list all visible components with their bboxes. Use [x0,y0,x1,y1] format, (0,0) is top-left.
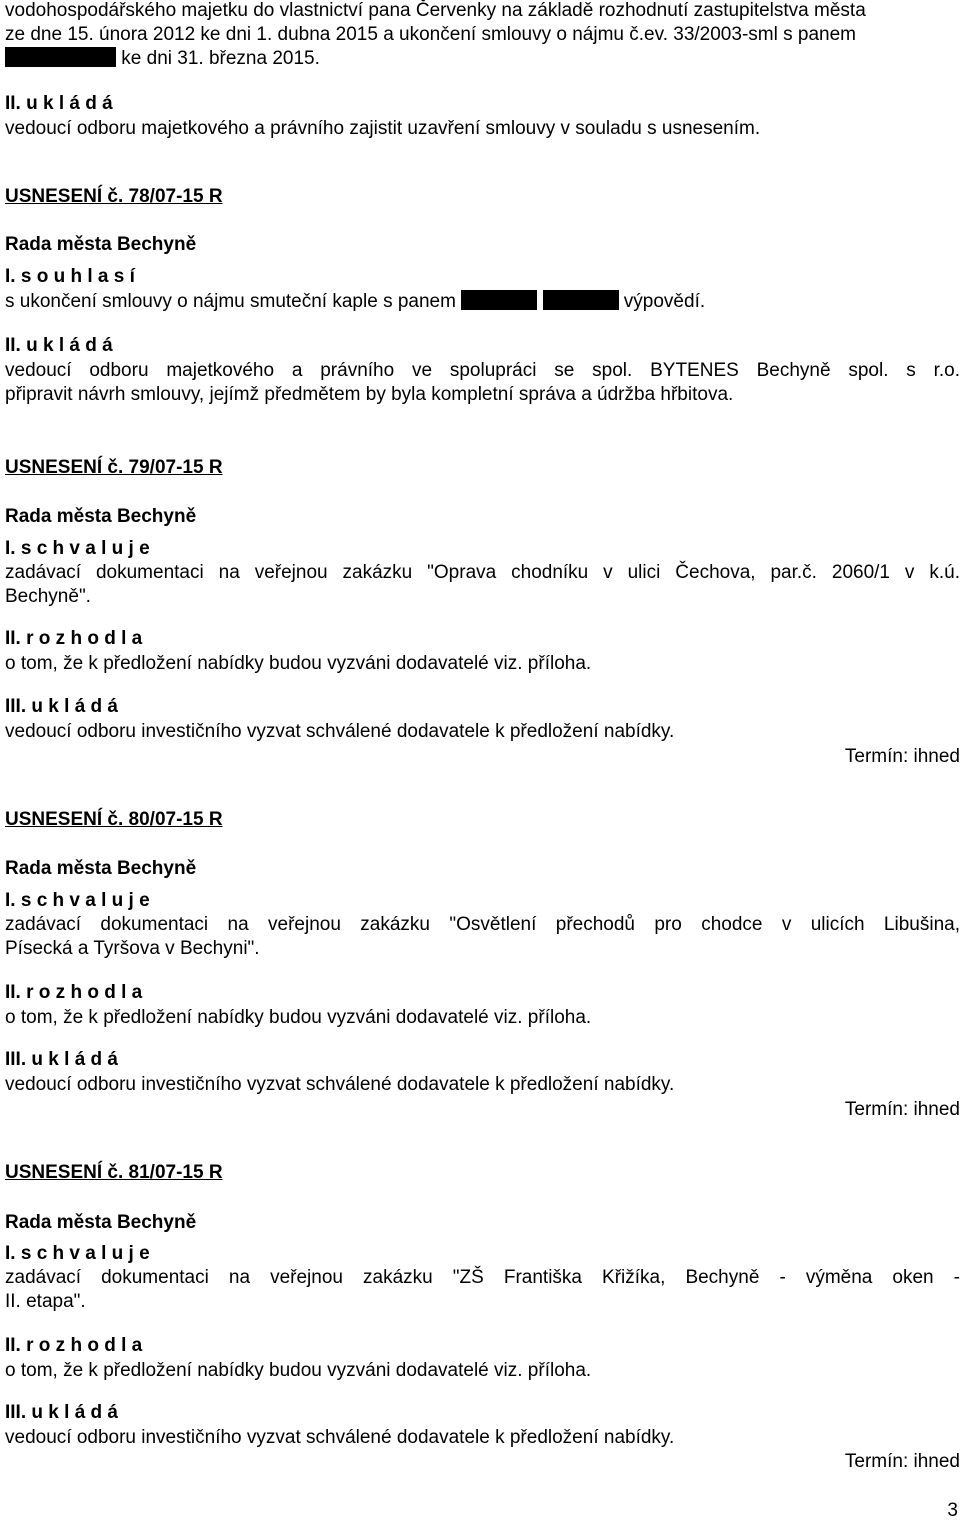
section-verb: r o z h o d l a [26,628,143,649]
section-number: III. [5,696,27,717]
r80-ii-heading [5,981,142,1005]
r79-i-text-1: zadávací dokumentaci na veřejnou zakázku "Oprava chodníku v ulici Čechova, par.č. 2060/1 v k.ú. [5,562,960,583]
section-number: I. [5,890,16,911]
section-number: I. [5,266,16,287]
council-name: Rada města Bechyně [5,858,197,879]
r80-ii-text: o tom, že k předložení nabídky budou vyzváni dodavatelé viz. příloha. [5,1007,592,1028]
intro-line-2: ze dne 15. února 2012 ke dni 1. dubna 2015 a ukončení smlouvy o nájmu č.ev. 33/2003-sml s panem [5,24,856,45]
section-verb: u k l á d á [26,335,113,356]
deadline-label: Termín: ihned [844,1099,960,1120]
section-verb: u k l á d á [26,93,113,114]
r81-i-text-2: II. etapa". [5,1291,86,1312]
resolution-title-81: USNESENÍ č. 81/07-15 R [5,1162,223,1183]
redaction-block [543,290,619,310]
section-verb: r o z h o d l a [26,982,143,1003]
section-number: II. [5,335,21,356]
intro-line-1: vodohospodářského majetku do vlastnictví pana Červenky na základě rozhodnutí zastupitelstva města [5,0,866,21]
intro-line-3-text: ke dni 31. března 2015. [121,48,320,69]
section-verb: u k l á d á [31,696,118,717]
r78-i-text [5,290,705,314]
r79-ii-text: o tom, že k předložení nabídky budou vyzváni dodavatelé viz. příloha. [5,653,592,674]
page-number: 3 [947,1500,958,1521]
deadline-label: Termín: ihned [844,1451,960,1472]
r80-i-text-1: zadávací dokumentaci na veřejnou zakázku "Osvětlení přechodů pro chodce v ulicích Libušina, [5,914,960,935]
r81-iii-heading [5,1401,118,1425]
r81-i-text-1: zadávací dokumentaci na veřejnou zakázku "ZŠ Františka Křižíka, Bechyně - výměna oken - [5,1267,960,1288]
r79-iii-heading [5,695,118,719]
section-verb: r o z h o d l a [26,1335,143,1356]
intro-ii-heading [5,92,113,116]
section-verb: s c h v a l u j e [20,890,150,911]
section-number: I. [5,1243,16,1264]
section-number: I. [5,538,16,559]
section-verb: u k l á d á [31,1402,118,1423]
r78-i-heading [5,265,135,289]
r81-ii-heading [5,1334,142,1358]
r80-iii-heading [5,1048,118,1072]
r80-i-text-2: Písecká a Tyršova v Bechyni". [5,938,260,959]
r80-i-heading [5,889,150,913]
r78-ii-heading [5,334,113,358]
section-number: II. [5,628,21,649]
r81-i-heading [5,1242,150,1266]
section-verb: u k l á d á [31,1049,118,1070]
section-number: II. [5,1335,21,1356]
r79-ii-heading [5,627,142,651]
deadline-label: Termín: ihned [844,746,960,767]
intro-ii-text: vedoucí odboru majetkového a právního zajistit uzavření smlouvy v souladu s usnesením. [5,118,761,139]
resolution-title-78: USNESENÍ č. 78/07-15 R [5,186,223,207]
r80-iii-text: vedoucí odboru investičního vyzvat schválené dodavatele k předložení nabídky. [5,1074,675,1095]
council-name: Rada města Bechyně [5,506,197,527]
r79-i-heading [5,537,150,561]
redaction-block [461,290,537,310]
resolution-title-79: USNESENÍ č. 79/07-15 R [5,457,223,478]
section-number: III. [5,1049,27,1070]
section-verb: s c h v a l u j e [20,1243,150,1264]
intro-line-3 [5,47,320,71]
r79-i-text-2: Bechyně". [5,586,91,607]
resolution-title-80: USNESENÍ č. 80/07-15 R [5,809,223,830]
section-verb: s c h v a l u j e [20,538,150,559]
r81-iii-text: vedoucí odboru investičního vyzvat schválené dodavatele k předložení nabídky. [5,1427,675,1448]
r78-ii-text-1: vedoucí odboru majetkového a právního ve spolupráci se spol. BYTENES Bechyně spol. s r.o. [5,360,960,381]
section-verb: s o u h l a s í [20,266,135,287]
r81-ii-text: o tom, že k předložení nabídky budou vyzváni dodavatelé viz. příloha. [5,1360,592,1381]
redaction-block [5,47,116,67]
council-name: Rada města Bechyně [5,234,197,255]
r78-i-text-b: výpovědí. [623,291,706,312]
section-number: II. [5,93,21,114]
section-number: II. [5,982,21,1003]
council-name: Rada města Bechyně [5,1212,197,1233]
section-number: III. [5,1402,27,1423]
r78-ii-text-2: připravit návrh smlouvy, jejímž předmětem by byla kompletní správa a údržba hřbitova. [5,384,734,405]
r79-iii-text: vedoucí odboru investičního vyzvat schválené dodavatele k předložení nabídky. [5,721,675,742]
r78-i-text-a: s ukončení smlouvy o nájmu smuteční kaple s panem [5,291,456,312]
